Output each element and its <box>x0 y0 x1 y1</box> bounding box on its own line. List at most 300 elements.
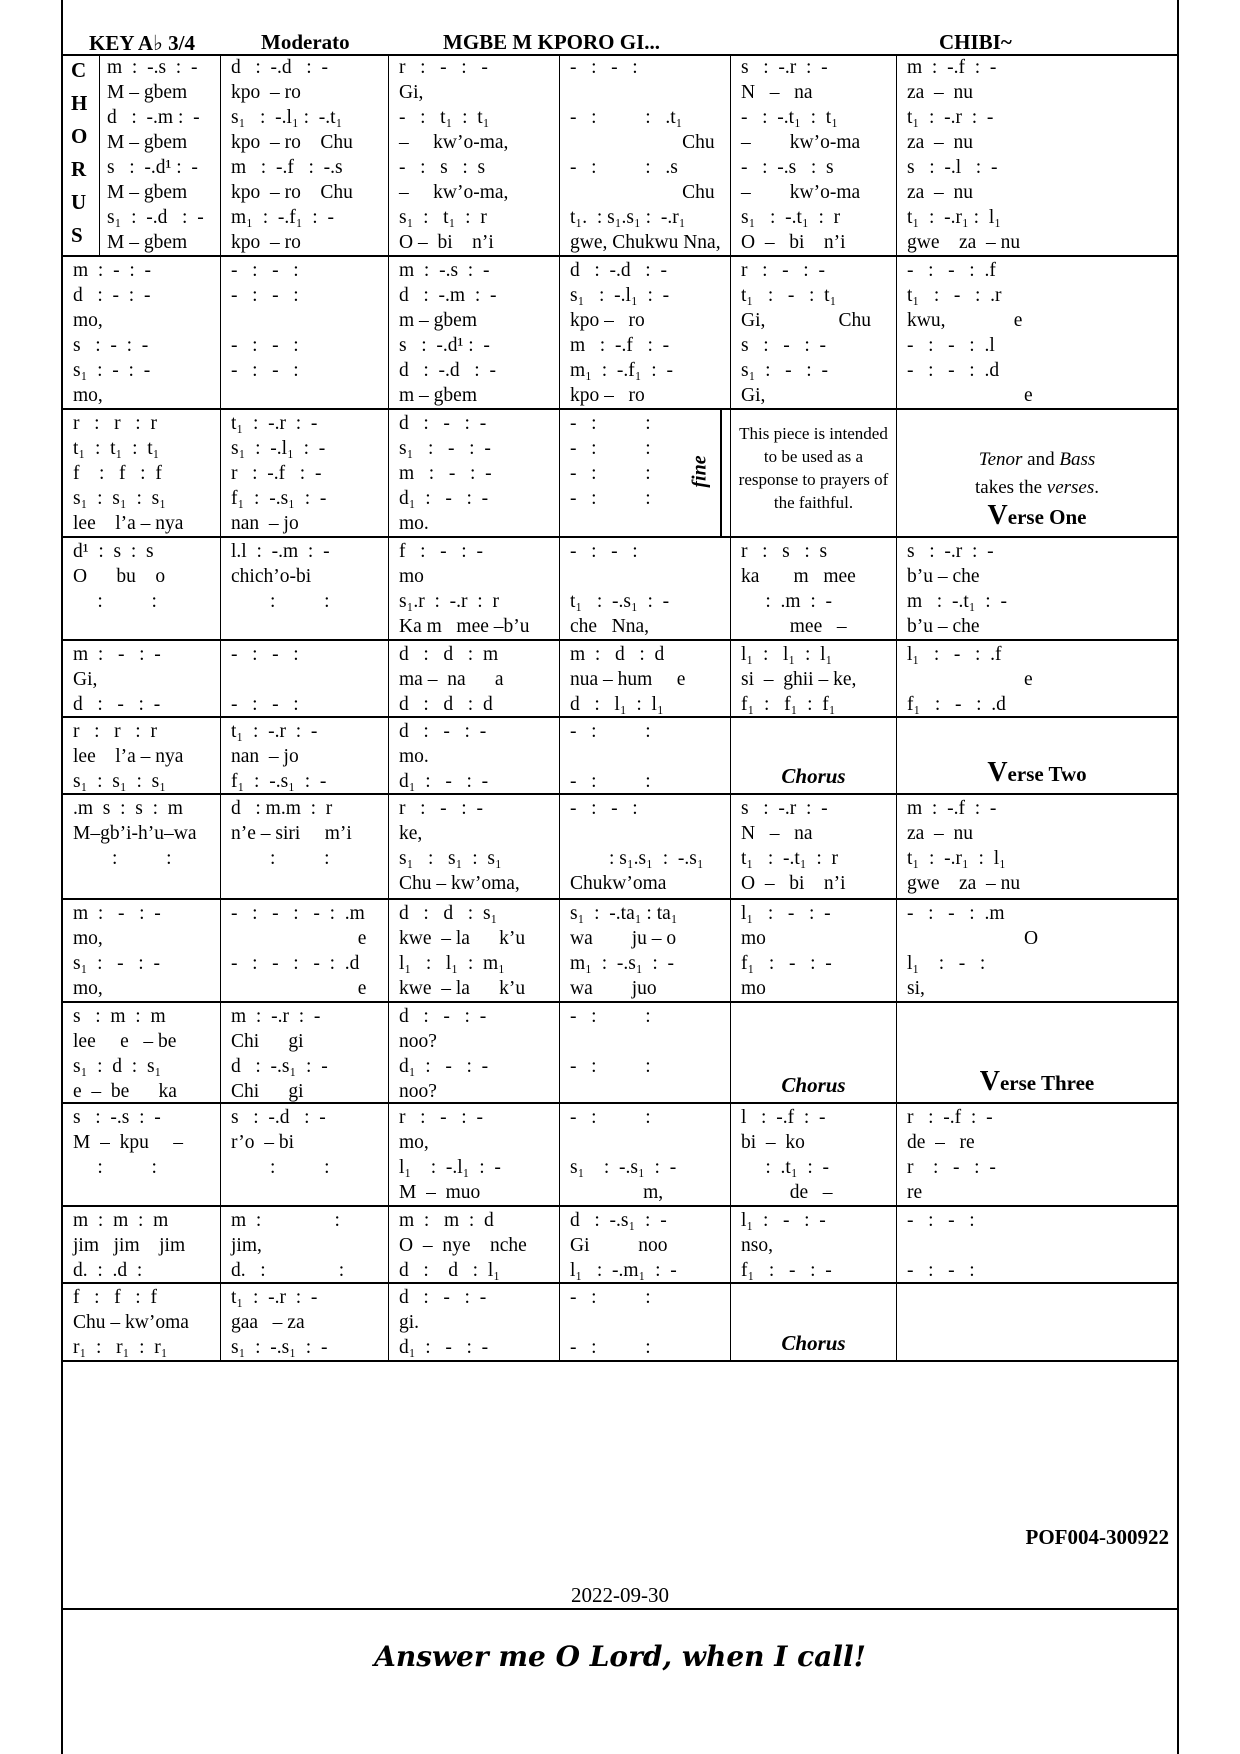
notation-line: s₁ : -.d : - <box>107 207 204 228</box>
notation-line: - : - : <box>231 694 299 715</box>
measure-cell <box>388 795 559 898</box>
notation-line: Chu <box>570 132 715 153</box>
notation-line: - : - : <box>231 335 299 356</box>
measure-cell <box>220 257 388 408</box>
notation-line: r : r : r <box>73 413 157 434</box>
measure-cell <box>559 54 730 255</box>
measure-cell <box>730 1284 896 1360</box>
notation-line: - : t₁ : t₁ <box>399 107 490 128</box>
notation-line: s₁ : d : s₁ <box>73 1056 162 1077</box>
notation-line: d : -.s₁ : - <box>231 1056 328 1077</box>
notation-line: d : l₁ : l₁ <box>570 694 664 715</box>
notation-line: d¹ : s : s <box>73 541 154 562</box>
notation-line: : : <box>231 1157 330 1178</box>
notation-line: d : - : - <box>73 694 161 715</box>
period: . <box>1094 477 1099 498</box>
notation-line: s₁ : -.l₁ : - <box>231 438 326 459</box>
notation-line: - : - : <box>231 360 299 381</box>
notation-line: f₁ : -.s₁ : - <box>231 771 327 792</box>
notation-line: d : -.d : - <box>231 57 328 78</box>
notation-line: s : -.r : - <box>741 57 828 78</box>
measure-cell <box>896 538 1177 639</box>
measure-cell <box>63 54 220 255</box>
notation-line: mo, <box>73 928 103 949</box>
notation-line: M – gbem <box>107 182 188 203</box>
notation-line: : : <box>73 1157 157 1178</box>
chorus-letter: H <box>71 91 88 115</box>
notation-line: t₁. : s₁.s₁ : -.r₁ <box>570 207 686 228</box>
notation-line: - : : <box>570 463 651 484</box>
notation-line: N – na <box>741 823 813 844</box>
notation-line: n’e – siri m’i <box>231 823 352 844</box>
measure-cell <box>220 410 388 536</box>
date: 2022-09-30 <box>571 1583 669 1607</box>
notation-line: t₁ : -.r : - <box>231 413 318 434</box>
measure-cell <box>896 900 1177 1001</box>
measure-cell <box>388 538 559 639</box>
measure-cell <box>896 1284 1177 1360</box>
notation-line: : s₁.s₁ : -.s₁ <box>570 848 704 869</box>
notation-line: che Nna, <box>570 616 650 637</box>
notation-line: - : -.s : s <box>741 157 834 178</box>
notation-line: mo, <box>73 978 103 999</box>
verse-two-cap: V <box>987 757 1008 788</box>
chorus-letter: U <box>71 190 87 214</box>
measure-cell <box>559 1207 730 1282</box>
notation-line: Gi, <box>73 669 98 690</box>
notation-line: jim jim jim <box>73 1235 186 1256</box>
notation-line: m : - : - <box>73 644 161 665</box>
notation-line: : : <box>73 591 157 612</box>
notation-line: t₁ : - : t₁ <box>741 285 837 306</box>
notation-line: wa ju – o <box>570 928 677 949</box>
notation-line: - : - : .l <box>907 335 995 356</box>
notation-line: d : -.m : - <box>399 285 497 306</box>
notation-line: O – bi n’i <box>741 232 846 253</box>
notation-line: t₁ : -.r₁ : l₁ <box>907 848 1006 869</box>
notation-line: mo <box>741 978 766 999</box>
notation-line: M – gbem <box>107 82 188 103</box>
notation-line: kpo – ro <box>570 310 645 331</box>
notation-line: d₁ : - : - <box>399 488 489 509</box>
measure-cell <box>388 900 559 1001</box>
measure-cell <box>63 718 220 793</box>
notation-line: t₁ : -.r : - <box>231 1287 318 1308</box>
notation-line: de – re <box>907 1132 975 1153</box>
notation-line: d : d : l₁ <box>399 1260 501 1281</box>
notation-line: m : - : - <box>73 260 151 281</box>
bass-label: Bass <box>1059 449 1096 470</box>
notation-line: - : : <box>570 1056 651 1077</box>
notation-line: s : -.l : - <box>907 157 998 178</box>
notation-line: m : -.s : - <box>107 57 198 78</box>
notation-line: bi – ko <box>741 1132 805 1153</box>
measure-cell <box>63 900 220 1001</box>
measure-cell <box>63 538 220 639</box>
score-row <box>63 410 1177 538</box>
notation-line: s : -.s : - <box>73 1107 161 1128</box>
notation-line: : : <box>231 848 330 869</box>
notation-line: s : - : - <box>73 335 149 356</box>
notation-line: m : d : d <box>570 644 665 665</box>
measure-cell <box>220 1284 388 1360</box>
notation-line: d : m.m : r <box>231 798 333 819</box>
notation-line: nan – jo <box>231 746 299 767</box>
notation-line: - : - : <box>231 260 299 281</box>
notation-line: O bu o <box>73 566 166 587</box>
verse-one-rest: erse One <box>1007 505 1087 529</box>
verse-one-heading <box>897 500 1177 532</box>
measure-cell <box>559 900 730 1001</box>
piece-code: POF004-300922 <box>1025 1525 1169 1549</box>
notation-line: Gi, Chu <box>741 310 872 331</box>
notation-line: s₁ : -.l₁ : - <box>570 285 670 306</box>
notation-line: r : -.f : - <box>231 463 322 484</box>
score-grid <box>63 54 1177 1524</box>
notation-line: - : - : <box>231 644 299 665</box>
verse-one-cap: V <box>987 500 1008 531</box>
score-row <box>63 900 1177 1003</box>
notation-line: za – nu <box>907 182 974 203</box>
response-note: This piece is intended to be used as a response to prayers of the faithful. <box>738 424 889 512</box>
notation-line: kwe – la k’u <box>399 978 526 999</box>
notation-line: - : - : <box>570 541 638 562</box>
notation-line: - : : <box>570 1107 651 1128</box>
notation-line: t₁ : -.r : - <box>231 721 318 742</box>
verses-label: verses <box>1046 477 1095 498</box>
notation-line: e – be ka <box>73 1081 177 1102</box>
notation-line: Gi, <box>399 82 424 103</box>
measure-cell <box>896 54 1177 255</box>
score-row <box>63 1003 1177 1104</box>
notation-line: s₁ : -.ta₁ : ta₁ <box>570 903 678 924</box>
notation-line: r : - : - <box>741 260 825 281</box>
notation-line: mo <box>399 566 424 587</box>
measure-cell <box>220 900 388 1001</box>
measure-cell <box>559 538 730 639</box>
notation-line: kwu, e <box>907 310 1023 331</box>
verses-note <box>903 446 1171 502</box>
notation-line: s : -.d¹ : - <box>399 335 490 356</box>
notation-line: s : - : - <box>741 335 827 356</box>
notation-line: - : - : - : .m <box>231 903 365 924</box>
notation-line: t₁ : -.t₁ : r <box>741 848 839 869</box>
notation-line: mee – <box>741 616 847 637</box>
notation-line: d : d : d <box>399 694 493 715</box>
score-row <box>63 795 1177 900</box>
notation-line: m : -.s : - <box>399 260 490 281</box>
composer: CHIBI~ <box>939 30 1012 54</box>
score-row <box>63 718 1177 795</box>
fine-mark: fine <box>688 455 711 488</box>
notation-line: r : s : s <box>741 541 828 562</box>
notation-line: b’u – che <box>907 566 980 587</box>
measure-cell <box>559 410 730 536</box>
notation-line: r : - : - <box>907 1157 996 1178</box>
notation-line: s₁.r : -.r : r <box>399 591 499 612</box>
measure-cell <box>388 641 559 716</box>
chorus-letter: R <box>71 157 87 181</box>
notation-line: s₁ : -.l₁ : -.t₁ <box>231 107 343 128</box>
measure-cell <box>730 718 896 793</box>
notation-line: – kw’o-ma <box>741 182 861 203</box>
notation-line: re <box>907 1182 923 1203</box>
score-row <box>63 1284 1177 1362</box>
fine-barline <box>720 410 722 536</box>
notation-line: f : - : - <box>399 541 483 562</box>
notation-line: m : m : m <box>73 1210 169 1231</box>
verse-three-rest: erse Three <box>999 1071 1095 1095</box>
notation-line: mo, <box>399 1132 429 1153</box>
notation-line: - : - : .d <box>907 360 1000 381</box>
notation-line: s : m : m <box>73 1006 166 1027</box>
notation-line: m : -.r : - <box>231 1006 321 1027</box>
notation-line: gwe za – nu <box>907 232 1021 253</box>
notation-line: noo? <box>399 1031 437 1052</box>
chorus-letter: O <box>71 124 88 148</box>
notation-line: f₁ : -.s₁ : - <box>231 488 327 509</box>
notation-line: d : -.d : - <box>570 260 667 281</box>
measure-cell <box>220 54 388 255</box>
notation-line: m : -.f : -.s <box>231 157 343 178</box>
notation-line: s₁ : - : - <box>73 360 151 381</box>
notation-line: za – nu <box>907 823 974 844</box>
notation-line: r’o – bi <box>231 1132 295 1153</box>
notation-line: M – muo <box>399 1182 481 1203</box>
notation-line: nan – jo <box>231 513 299 534</box>
notation-line: wa juo <box>570 978 657 999</box>
measure-cell <box>730 410 896 536</box>
notation-line: si, <box>907 978 925 999</box>
notation-line: gwe, Chukwu Nna, <box>570 232 721 253</box>
notation-line: d : d : s₁ <box>399 903 498 924</box>
measure-cell <box>730 900 896 1001</box>
measure-cell <box>63 1003 220 1102</box>
notation-line: nso, <box>741 1235 773 1256</box>
notation-line: - : - : <box>231 285 299 306</box>
chorus-letter: C <box>71 58 87 82</box>
notation-line: d₁ : - : - <box>399 771 489 792</box>
notation-line: m : m : d <box>399 1210 494 1231</box>
notation-line: s : -.d¹ : - <box>107 157 198 178</box>
measure-cell <box>896 410 1177 536</box>
notation-line: t₁ : -.r : - <box>907 107 994 128</box>
notation-line: mo <box>741 928 766 949</box>
score-row <box>63 538 1177 641</box>
notation-line: e <box>231 978 367 999</box>
measure-cell <box>896 1104 1177 1205</box>
notation-line: de – <box>741 1182 833 1203</box>
tenor-label: Tenor <box>978 449 1023 470</box>
key-signature: KEY A♭ 3/4 <box>89 31 195 55</box>
notation-line: gaa – za <box>231 1312 305 1333</box>
score-row <box>63 1104 1177 1207</box>
notation-line: za – nu <box>907 82 974 103</box>
measure-cell <box>388 1284 559 1360</box>
notation-line: kwe – la k’u <box>399 928 526 949</box>
notation-line: mo. <box>399 513 429 534</box>
notation-line: gi. <box>399 1312 420 1333</box>
notation-line: s₁ : - : - <box>741 360 828 381</box>
notation-line: r : -.f : - <box>907 1107 993 1128</box>
notation-line: O – bi n’i <box>399 232 494 253</box>
score-row <box>63 641 1177 718</box>
notation-line: l₁ : - : .f <box>907 644 1002 665</box>
tempo: Moderato <box>261 30 350 54</box>
notation-line: e <box>907 385 1033 406</box>
takes-label: takes the <box>975 477 1047 498</box>
notation-line: - : : <box>570 413 651 434</box>
notation-line: - : - : <box>570 798 638 819</box>
notation-line: - : - : - : .d <box>231 953 360 974</box>
notation-line: kpo – ro Chu <box>231 132 353 153</box>
notation-line: s₁ : s₁ : s₁ <box>73 771 166 792</box>
notation-line: f₁ : - : - <box>741 1260 832 1281</box>
notation-line: r : r : r <box>73 721 157 742</box>
notation-line: l₁ : - : <box>907 953 986 974</box>
notation-line: - : - : <box>907 1210 975 1231</box>
notation-line: f : f : f <box>73 463 162 484</box>
notation-line: Chu – kw’oma <box>73 1312 189 1333</box>
notation-line: d : d : m <box>399 644 499 665</box>
notation-line: - : : <box>570 1287 651 1308</box>
notation-line: m₁ : -.f₁ : - <box>231 207 334 228</box>
notation-line: r : - : - <box>399 798 483 819</box>
measure-cell <box>730 1104 896 1205</box>
notation-line: t₁ : -.s₁ : - <box>570 591 670 612</box>
notation-line: e <box>907 669 1033 690</box>
notation-line: - : - : <box>570 57 638 78</box>
measure-cell <box>388 718 559 793</box>
notation-line: d : - : - <box>399 1006 487 1027</box>
measure-cell <box>220 795 388 898</box>
notation-line: O – bi n’i <box>741 873 846 894</box>
notation-line: nua – hum e <box>570 669 686 690</box>
notation-line: m : -.f : - <box>907 798 997 819</box>
notation-line: - : : .s <box>570 157 678 178</box>
measure-cell <box>220 1104 388 1205</box>
notation-line: - : - : .m <box>907 903 1005 924</box>
measure-cell <box>559 1104 730 1205</box>
notation-line: - : : <box>570 438 651 459</box>
chorus-label <box>63 54 100 255</box>
measure-cell <box>896 718 1177 793</box>
measure-cell <box>730 538 896 639</box>
measure-cell <box>388 1003 559 1102</box>
measure-cell <box>63 257 220 408</box>
measure-cell <box>730 1207 896 1282</box>
notation-line: m : -.f : - <box>907 57 997 78</box>
notation-line: d₁ : - : - <box>399 1056 489 1077</box>
notation-line: ka m mee <box>741 566 856 587</box>
notation-line: m₁ : -.f₁ : - <box>570 360 673 381</box>
measure-cell <box>63 410 220 536</box>
measure-cell <box>559 795 730 898</box>
notation-line: N – na <box>741 82 813 103</box>
notation-line: - : : .t₁ <box>570 107 683 128</box>
measure-cell <box>63 641 220 716</box>
notation-line: r : - : - <box>399 1107 483 1128</box>
notation-line: l : -.f : - <box>741 1107 826 1128</box>
measure-cell <box>220 641 388 716</box>
notation-line: kpo – ro <box>231 82 301 103</box>
notation-line: jim, <box>231 1235 262 1256</box>
notation-line: m : -.f : - <box>570 335 670 356</box>
notation-line: - : s : s <box>399 157 486 178</box>
notation-line: s₁ : s₁ : s₁ <box>73 488 166 509</box>
verse-two-heading <box>897 757 1177 789</box>
notation-line: - : : <box>570 771 651 792</box>
notation-line: d : -.s₁ : - <box>570 1210 667 1231</box>
notation-line: - : - : <box>907 1260 975 1281</box>
notation-line: m, <box>570 1182 664 1203</box>
score-row <box>63 257 1177 410</box>
notation-line: - : - : .f <box>907 260 996 281</box>
measure-cell <box>559 641 730 716</box>
chorus-cue: Chorus <box>781 764 846 788</box>
notation-line: mo, <box>73 310 103 331</box>
notation-line: - : : <box>570 488 651 509</box>
song-title: MGBE M KPORO GI... <box>443 30 660 54</box>
tagline: Answer me O Lord, when I call! <box>374 1640 866 1673</box>
notation-line: Gi, <box>741 385 766 406</box>
notation-line: d : - : - <box>399 721 487 742</box>
notation-line: lee l’a – nya <box>73 513 184 534</box>
notation-line: l₁ : - : - <box>741 1210 826 1231</box>
notation-line: t₁ : - : .r <box>907 285 1002 306</box>
notation-line: Chi gi <box>231 1031 304 1052</box>
notation-line: kpo – ro <box>570 385 645 406</box>
verse-two-rest: erse Two <box>1007 762 1087 786</box>
notation-line: - : : <box>570 1337 651 1358</box>
header <box>63 28 1177 56</box>
notation-line: - : : <box>570 721 651 742</box>
notation-line: l₁ : -.l₁ : - <box>399 1157 501 1178</box>
notation-line: f₁ : f₁ : f₁ <box>741 694 836 715</box>
notation-line: – kw’o-ma, <box>399 132 509 153</box>
notation-line: kpo – ro Chu <box>231 182 353 203</box>
measure-cell <box>896 795 1177 898</box>
measure-cell <box>388 1104 559 1205</box>
notation-line: s : -.d : - <box>231 1107 326 1128</box>
measure-cell <box>896 257 1177 408</box>
notation-line: m₁ : -.s₁ : - <box>570 953 675 974</box>
measure-cell <box>220 538 388 639</box>
notation-line: s₁ : - : - <box>399 438 491 459</box>
notation-line: Chu <box>570 182 715 203</box>
notation-line: noo? <box>399 1081 437 1102</box>
notation-line: e <box>231 928 367 949</box>
notation-line: s₁ : -.s₁ : - <box>231 1337 328 1358</box>
measure-cell <box>63 1284 220 1360</box>
notation-line: chich’o-bi <box>231 566 312 587</box>
measure-cell <box>220 1003 388 1102</box>
notation-line: Chi gi <box>231 1081 304 1102</box>
notation-line: d : - : - <box>399 1287 487 1308</box>
notation-line: : : <box>231 591 330 612</box>
notation-line: M–gb’i-h’u–wa <box>73 823 197 844</box>
notation-line: s₁ : -.s₁ : - <box>570 1157 677 1178</box>
notation-line: l₁ : l₁ : l₁ <box>741 644 833 665</box>
notation-line: m : : <box>231 1210 340 1231</box>
notation-line: ma – na a <box>399 669 504 690</box>
notation-line: m – gbem <box>399 310 477 331</box>
measure-cell <box>730 1003 896 1102</box>
notation-line: Gi noo <box>570 1235 668 1256</box>
notation-line: mo. <box>399 746 429 767</box>
score-row <box>63 1207 1177 1284</box>
notation-line: t₁ : -.r₁ : l₁ <box>907 207 1002 228</box>
